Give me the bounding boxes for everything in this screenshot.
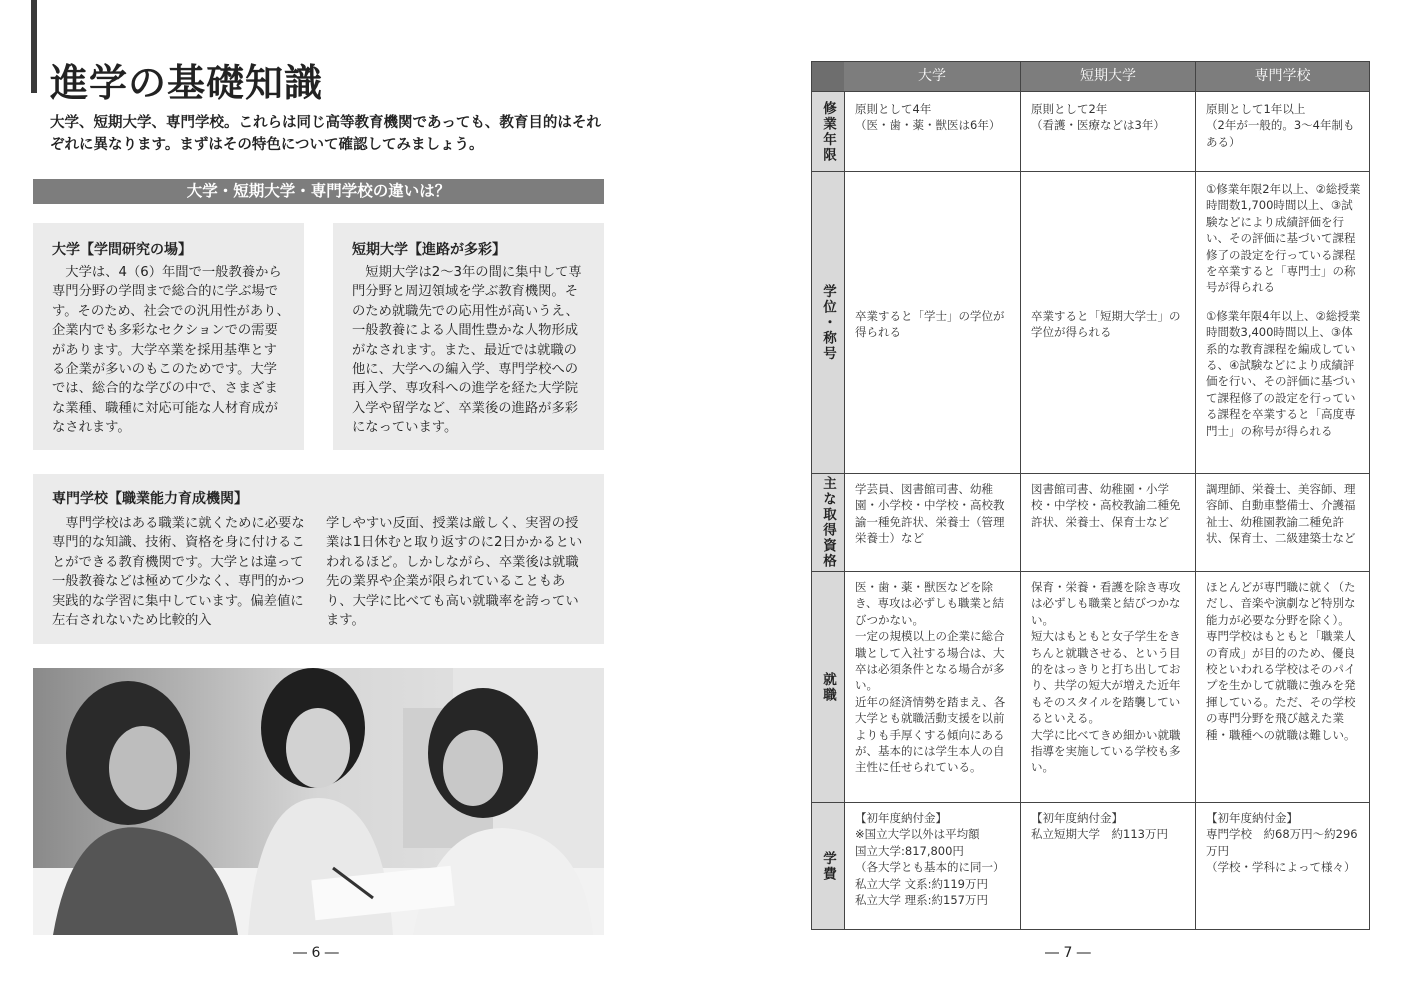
cell-line: （看護・医療などは3年） bbox=[1031, 118, 1165, 133]
table-cell-qualifications-2 bbox=[1195, 473, 1369, 571]
cell-line: 【初年度納付金】 bbox=[855, 811, 947, 825]
column-header-university: 大学 bbox=[844, 62, 1020, 91]
cell-line: （2年が一般的。3～4年制もある） bbox=[1206, 118, 1355, 149]
table-cell-duration-2 bbox=[1195, 91, 1369, 171]
cell-line: ※国立大学以外は平均額 bbox=[855, 827, 980, 842]
cell-line: （医・歯・薬・獣医は6年） bbox=[855, 118, 1001, 133]
cell-line: 調理師、栄養士、美容師、理容師、自動車整備士、介護福祉士、幼稚園教諭二種免許状、保育士、二級建築士など bbox=[1206, 482, 1356, 546]
table-cell-qualifications-1 bbox=[1020, 473, 1195, 571]
intro-text: 大学、短期大学、専門学校。これらは同じ高等教育機関であっても、教育目的はそれぞれに異なります。まずはその特色について確認してみましょう。 bbox=[50, 115, 601, 153]
cell-line: 図書館司書、幼稚園・小学校・中学校・高校教諭二種免許状、栄養士、保育士など bbox=[1031, 482, 1181, 529]
cell-line: ①修業年限4年以上、②総授業時間数3,400時間以上、③体系的な教育課程を編成している、④試験などにより成績評価を行い、その評価に基づいて課程修了の設定を行っている課程を卒業すると「高度専門士」の称号が得られる bbox=[1206, 308, 1361, 438]
row-label-text: 学費 bbox=[820, 850, 836, 882]
junior-college-heading: 短期大学【進路が多彩】 bbox=[352, 242, 506, 258]
row-label-employment bbox=[812, 571, 844, 802]
table-cell-employment-0 bbox=[844, 571, 1020, 802]
cell-line: 一定の規模以上の企業に総合職として入社する場合は、大卒は必須条件となる場合が多い。 bbox=[855, 629, 1005, 693]
cell-line: ①修業年限2年以上、②総授業時間数1,700時間以上、③試験などにより成績評価を行い、その評価に基づいて課程修了の設定を行っている課程を卒業すると「専門士」の称号が得られる bbox=[1206, 182, 1361, 295]
page-number-right: ― 7 ― bbox=[1045, 945, 1091, 961]
table-cell-degree-0 bbox=[844, 171, 1020, 473]
table-cell-duration-1 bbox=[1020, 91, 1195, 171]
cell-line: 私立大学 理系:約157万円 bbox=[855, 893, 988, 908]
students-photo bbox=[33, 668, 604, 935]
column-header-junior-college: 短期大学 bbox=[1020, 62, 1195, 91]
cell-line: 私立短期大学 約113万円 bbox=[1031, 827, 1168, 842]
cell-line: 専門学校 約68万円～約296万円 bbox=[1206, 827, 1358, 858]
cell-line: 短大はもともと女子学生をきちんと就職させる、という目的をはっきりと打ち出しており、共学の短大が増えた近年もそのスタイルを踏襲しているといえる。 bbox=[1031, 629, 1181, 726]
table-cell-tuition-0 bbox=[844, 802, 1020, 929]
section-heading: 大学・短期大学・専門学校の違いは？ bbox=[33, 179, 604, 204]
row-label-degree bbox=[812, 171, 844, 473]
university-heading: 大学【学問研究の場】 bbox=[52, 242, 192, 258]
cell-line: 原則として1年以上 bbox=[1206, 102, 1306, 116]
cell-line: （学校・学科によって様々） bbox=[1206, 860, 1356, 875]
cell-line: 保育・栄養・看護を除き専攻は必ずしも職業と結びつかない。 bbox=[1031, 580, 1181, 627]
university-body: 大学は、4（6）年間で一般教養から専門分野の学問まで総合的に学ぶ場です。そのため、社会での汎用性があり、企業内でも多彩なセクションでの需要があります。大学卒業を採用基準とする企業が多いのもこのためです。大学では、総合的な学びの中で、さまざまな業種、職種に対応可能な人材育成がなされます。 bbox=[52, 265, 290, 436]
table-cell-degree-2 bbox=[1195, 171, 1369, 473]
row-label-text: 就職 bbox=[820, 671, 836, 703]
cell-line: 医・歯・薬・獣医などを除き、専攻は必ずしも職業と結びつかない。 bbox=[855, 580, 1005, 627]
row-label-text: 主な取得資格 bbox=[820, 476, 836, 569]
cell-line: 卒業すると「短期大学士」の学位が得られる bbox=[1031, 308, 1181, 339]
cell-line: 【初年度納付金】 bbox=[1031, 811, 1123, 825]
row-label-duration bbox=[812, 91, 844, 171]
table-cell-tuition-2 bbox=[1195, 802, 1369, 929]
table-cell-tuition-1 bbox=[1020, 802, 1195, 929]
column-header-vocational: 専門学校 bbox=[1195, 62, 1369, 91]
cell-line: 私立大学 文系:約119万円 bbox=[855, 876, 988, 891]
table-cell-employment-1 bbox=[1020, 571, 1195, 802]
page-number-left: ― 6 ― bbox=[293, 945, 339, 961]
cell-line: 卒業すると「学士」の学位が得られる bbox=[855, 308, 1005, 339]
table-cell-qualifications-0 bbox=[844, 473, 1020, 571]
title-accent-bar bbox=[31, 0, 37, 93]
cell-line: ほとんどが専門職に就く（ただし、音楽や演劇など特別な能力が必要な分野を除く）。 bbox=[1206, 580, 1356, 627]
cell-line: 専門学校はもともと「職業人の育成」が目的のため、優良校といわれる学校はそのパイプを生かして就職に強みを発揮している。ただ、その学校の専門分野を飛び越えた業種・職種への就職は難しい。 bbox=[1206, 629, 1356, 742]
page-title: 進学の基礎知識 bbox=[50, 61, 324, 105]
vocational-body-col1: 専門学校はある職業に就くために必要な専門的な知識、技術、資格を身に付けることができる教育機関です。大学とは違って一般教養などは極めて少なく、専門的かつ実践的な学習に集中しています。偏差値に左右されないため比較的入 bbox=[52, 516, 305, 629]
table-cell-degree-1 bbox=[1020, 171, 1195, 473]
university-box bbox=[33, 223, 304, 450]
cell-line: 【初年度納付金】 bbox=[1206, 811, 1298, 825]
row-label-text: 修業年限 bbox=[820, 100, 836, 163]
comparison-table bbox=[811, 61, 1370, 930]
cell-line: 学芸員、図書館司書、幼稚園・小学校・中学校・高校教諭一種免許状、栄養士（管理栄養士）など bbox=[855, 482, 1005, 546]
cell-line: 原則として2年 bbox=[1031, 102, 1108, 116]
cell-line: 近年の経済情勢を踏まえ、各大学とも就職活動支援を以前よりも手厚くする傾向にあるが、基本的には学生本人の自主性に任せられている。 bbox=[855, 694, 1006, 775]
table-corner bbox=[812, 62, 844, 91]
row-label-text: 学位・称号 bbox=[820, 283, 836, 362]
cell-line: 原則として4年 bbox=[855, 102, 932, 116]
table-cell-duration-0 bbox=[844, 91, 1020, 171]
vocational-heading: 専門学校【職業能力育成機関】 bbox=[52, 491, 248, 507]
table-cell-employment-2 bbox=[1195, 571, 1369, 802]
cell-line: 国立大学:817,800円 bbox=[855, 843, 964, 858]
row-label-qualifications bbox=[812, 473, 844, 571]
vocational-school-box bbox=[33, 474, 604, 644]
cell-line: 大学に比べてきめ細かい就職指導を実施している学校も多い。 bbox=[1031, 727, 1181, 775]
row-label-tuition bbox=[812, 802, 844, 929]
junior-college-body: 短期大学は2～3年の間に集中して専門分野と周辺領域を学ぶ教育機関。そのため就職先での応用性が高いうえ、一般教養による人間性豊かな人物形成がなされます。また、最近では就職の他に、大学への編入学、専門学校への再入学、専攻科への進学を経た大学院入学や留学など、卒業後の進路が多彩になっています。 bbox=[352, 265, 582, 436]
junior-college-box bbox=[333, 223, 604, 450]
vocational-body-col2: 学しやすい反面、授業は厳しく、実習の授業は1日休むと取り返すのに2日かかるといわれるほど。しかしながら、卒業後は就職先の業界や企業が限られていることもあり、大学に比べても高い就職率を誇っています。 bbox=[326, 516, 583, 629]
cell-line: （各大学とも基本的に同一） bbox=[855, 860, 1005, 875]
